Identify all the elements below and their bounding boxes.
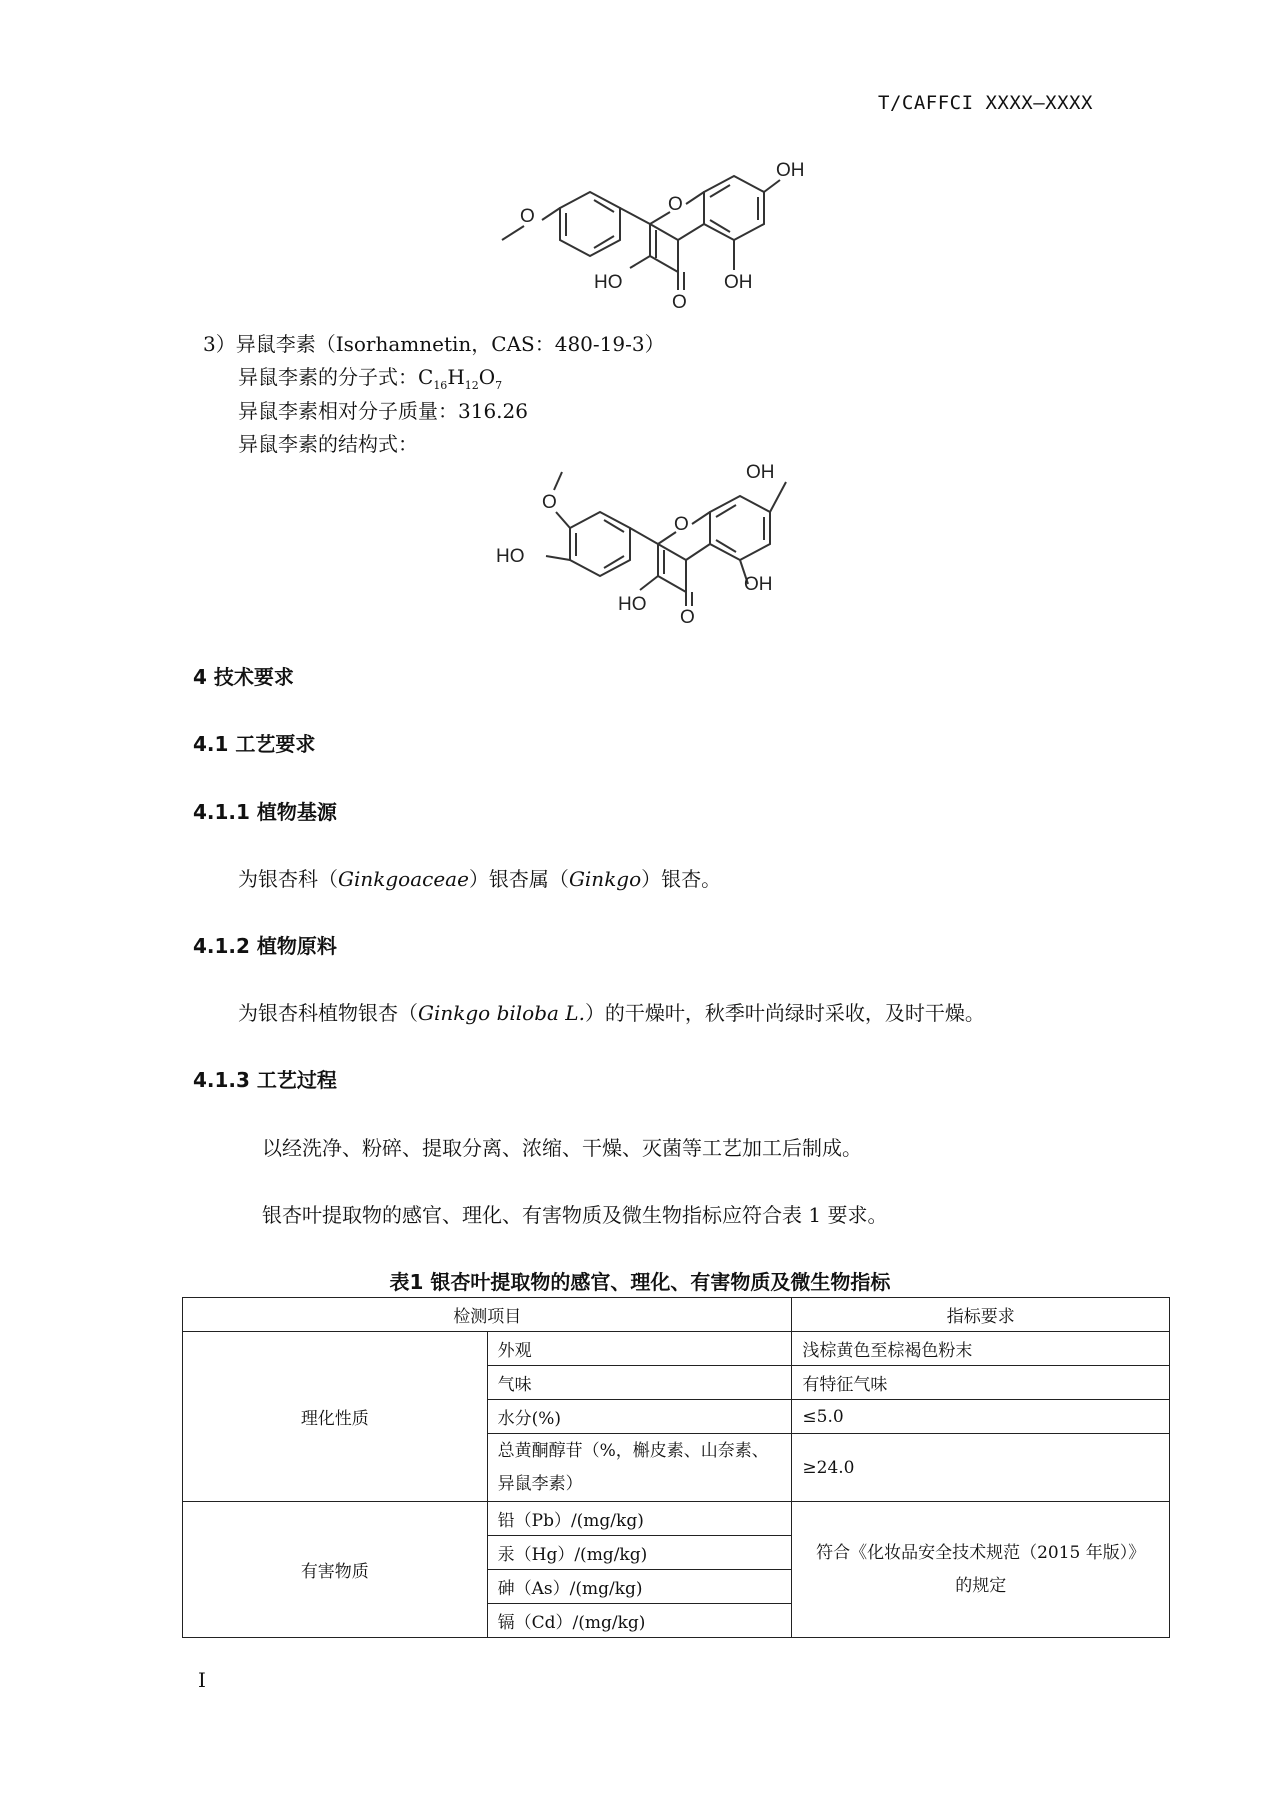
bond [620, 208, 650, 224]
document-code: T/CAFFCI XXXX—XXXX [878, 92, 1093, 114]
isorhamnetin-mass: 异鼠李素相对分子质量：316.26 [238, 399, 528, 423]
item-cell: 砷（As）/(mg/kg) [487, 1570, 792, 1604]
requirement-line: 符合《化妆品安全技术规范（2015 年版）》 [816, 1542, 1146, 1563]
hydroxyl-5-label: OH [744, 574, 773, 595]
bond [710, 220, 730, 232]
keto-oxygen-label: O [672, 292, 687, 310]
requirement-cell: 有特征气味 [792, 1366, 1170, 1400]
section-4-1-2-text [238, 997, 985, 1026]
formula-h: H [447, 365, 465, 389]
spec-table [182, 1297, 1170, 1638]
bond [650, 224, 678, 240]
methoxy-oxygen-label: O [520, 206, 535, 227]
item-cell: 铅（Pb）/(mg/kg) [487, 1502, 792, 1536]
group-harmful-substances: 有害物质 [183, 1502, 488, 1638]
aromatic-ring-a [710, 496, 770, 560]
bond [502, 226, 524, 240]
bond [770, 482, 786, 512]
catechol-ring [570, 512, 630, 576]
bond [640, 576, 658, 590]
item-cell: 气味 [487, 1366, 792, 1400]
section-4-heading: 4 技术要求 [193, 665, 294, 689]
text-segment: 为银杏科植物银杏（ [238, 1001, 418, 1025]
group-physicochemical: 理化性质 [183, 1332, 488, 1502]
formula-h-count: 12 [464, 379, 479, 392]
formula-c-count: 16 [433, 379, 448, 392]
text-segment: ）的干燥叶，秋季叶尚绿时采收，及时干燥。 [584, 1001, 985, 1025]
hydroxyl-5-label: OH [724, 272, 753, 293]
section-4-1-2-heading: 4.1.2 植物原料 [193, 934, 337, 958]
item-cell: 外观 [487, 1332, 792, 1366]
hydroxyl-4prime-label: HO [496, 546, 525, 567]
isorhamnetin-structure-label: 异鼠李素的结构式： [238, 432, 418, 456]
hydroxyl-7-label: OH [746, 462, 775, 483]
item-cell [487, 1434, 792, 1502]
bond [604, 556, 624, 568]
bond [658, 544, 686, 560]
section-4-1-3-heading: 4.1.3 工艺过程 [193, 1068, 337, 1092]
family-name: Ginkgoaceae [338, 867, 469, 891]
formula-o-count: 7 [495, 379, 503, 392]
bond [678, 224, 704, 240]
phenyl-ring [560, 192, 620, 256]
species-name: Ginkgo biloba L. [418, 1001, 585, 1025]
section-4-1-1-heading: 4.1.1 植物基源 [193, 800, 337, 824]
hydroxyl-3-label: HO [594, 272, 623, 293]
section-4-1-heading: 4.1 工艺要求 [193, 732, 316, 756]
bond [764, 180, 780, 192]
bond [556, 512, 570, 528]
bond [630, 528, 658, 544]
table-row [183, 1332, 1170, 1366]
formula-o: O [478, 365, 496, 389]
header-item: 检测项目 [183, 1298, 792, 1332]
requirement-cell: ≥24.0 [792, 1434, 1170, 1502]
requirement-cell: 浅棕黄色至棕褐色粉末 [792, 1332, 1170, 1366]
kaempferide-structure [490, 160, 820, 310]
section-4-1-3-text-1: 以经洗净、粉碎、提取分离、浓缩、干燥、灭菌等工艺加工后制成。 [262, 1136, 862, 1160]
table-title: 表1 银杏叶提取物的感官、理化、有害物质及微生物指标 [389, 1270, 891, 1294]
ring-oxygen-label: O [674, 514, 689, 535]
bond [594, 236, 614, 248]
table-header-row [183, 1298, 1170, 1332]
bond [686, 544, 710, 560]
text-segment: ）银杏属（ [468, 867, 569, 891]
ring-oxygen-label: O [668, 194, 683, 215]
bond [650, 212, 670, 224]
item-line: 总黄酮醇苷（%，槲皮素、山奈素、 [497, 1440, 769, 1461]
hydroxyl-7-label: OH [776, 160, 805, 181]
requirement-cell: ≤5.0 [792, 1400, 1170, 1434]
isorhamnetin-title: 3）异鼠李素（Isorhamnetin，CAS：480-19-3） [203, 332, 665, 356]
requirement-line: 的规定 [955, 1575, 1007, 1596]
item-cell: 水分(%) [487, 1400, 792, 1434]
formula-prefix: 异鼠李素的分子式： [238, 365, 418, 389]
bond [692, 512, 710, 524]
aromatic-ring-a [704, 176, 764, 240]
keto-oxygen-label: O [680, 607, 695, 625]
bond [546, 556, 570, 560]
item-cell: 镉（Cd）/(mg/kg) [487, 1604, 792, 1638]
bond [604, 520, 624, 532]
bond [594, 200, 614, 212]
section-4-1-1-text [238, 863, 721, 892]
bond [650, 256, 678, 272]
isorhamnetin-formula [238, 361, 502, 392]
item-cell: 汞（Hg）/(mg/kg) [487, 1536, 792, 1570]
bond [542, 208, 560, 220]
section-4-1-3-text-2: 银杏叶提取物的感官、理化、有害物质及微生物指标应符合表 1 要求。 [262, 1203, 888, 1227]
bond [686, 192, 704, 204]
text-segment: 为银杏科（ [238, 867, 338, 891]
hydroxyl-3-label: HO [618, 594, 647, 615]
methoxy-oxygen-label: O [542, 492, 557, 513]
text-segment: ）银杏。 [641, 867, 722, 891]
genus-name: Ginkgo [568, 867, 642, 891]
formula-c: C [418, 365, 434, 389]
bond [658, 576, 686, 592]
bond [554, 472, 562, 490]
item-line: 异鼠李素） [497, 1473, 583, 1494]
bond [630, 256, 650, 268]
page-number: I [198, 1668, 206, 1692]
table-row [183, 1502, 1170, 1536]
requirement-cell [792, 1502, 1170, 1638]
isorhamnetin-structure [490, 460, 820, 625]
header-requirement: 指标要求 [792, 1298, 1170, 1332]
bond [716, 540, 736, 552]
